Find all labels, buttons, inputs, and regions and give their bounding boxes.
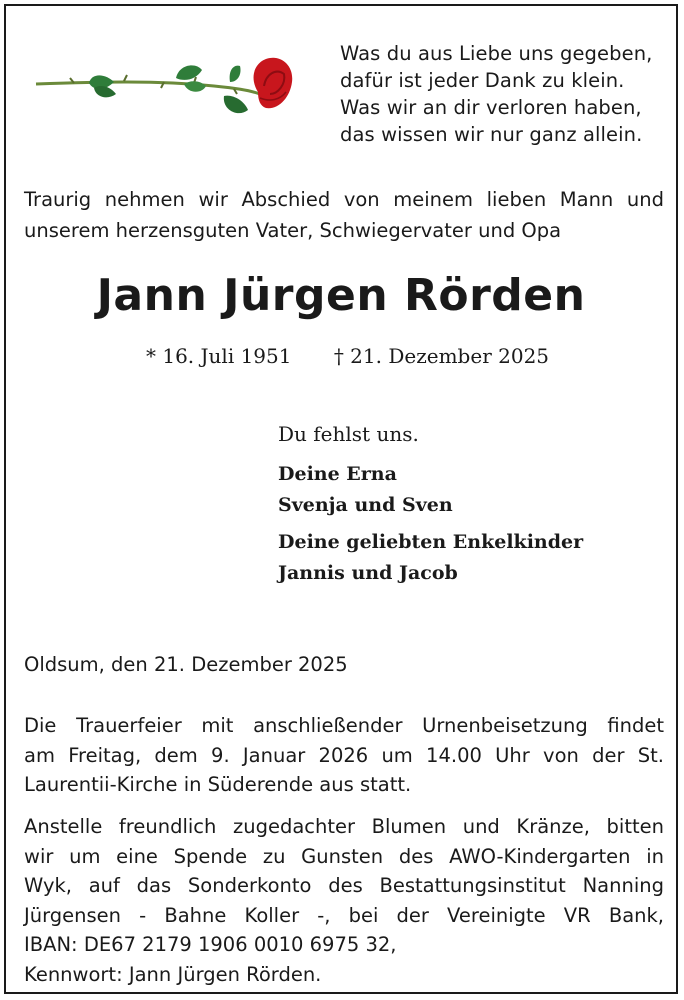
miss-you-line: Du fehlst uns. — [278, 422, 419, 446]
poem-line: Was wir an dir verloren haben, — [340, 96, 642, 119]
obituary-notice — [4, 4, 678, 994]
family-member: Svenja und Sven — [278, 494, 453, 516]
family-member: Jannis und Jacob — [278, 562, 458, 584]
place-date: Oldsum, den 21. Dezember 2025 — [24, 653, 348, 676]
funeral-line: Die Trauerfeier mit anschließender Urnenbeisetzung findet — [24, 714, 664, 737]
donation-line: Anstelle freundlich zugedachter Blumen und Kränze, bitten — [24, 815, 664, 838]
family-signature — [278, 422, 583, 589]
family-member: Deine Erna — [278, 463, 397, 485]
funeral-info — [24, 711, 664, 800]
family-member: Deine geliebten Enkelkinder — [278, 531, 584, 553]
donation-keyword: Kennwort: Jann Jürgen Rörden. — [24, 962, 322, 986]
donation-line: Wyk, auf das Sonderkonto des Bestattungsinstitut Nanning — [24, 874, 664, 897]
funeral-line: Laurentii-Kirche in Süderende aus statt. — [24, 773, 412, 796]
intro-line: Traurig nehmen wir Abschied von meinem lieben Mann und — [24, 188, 664, 211]
deceased-name: Jann Jürgen Rörden — [96, 270, 586, 321]
donation-iban: IBAN: DE67 2179 1906 0010 6975 32, — [24, 933, 397, 956]
birth-date: * 16. Juli 1951 — [146, 344, 292, 368]
intro-text — [24, 184, 664, 246]
donation-line: wir um eine Spende zu Gunsten des AWO-Kindergarten in — [24, 844, 664, 868]
intro-line: unserem herzensguten Vater, Schwiegervater und Opa — [24, 219, 562, 242]
donation-line: Jürgensen - Bahne Koller -, bei der Vereinigte VR Bank, — [24, 903, 664, 927]
memorial-poem — [340, 40, 670, 148]
life-dates — [146, 344, 549, 368]
poem-line: Was du aus Liebe uns gegeben, — [340, 42, 653, 65]
poem-line: das wissen wir nur ganz allein. — [340, 123, 643, 146]
red-rose-icon — [34, 52, 298, 130]
poem-line: dafür ist jeder Dank zu klein. — [340, 69, 625, 92]
death-date: † 21. Dezember 2025 — [333, 344, 550, 368]
donation-info — [24, 812, 664, 989]
funeral-line: am Freitag, dem 9. Januar 2026 um 14.00 Uhr von der St. — [24, 743, 664, 767]
